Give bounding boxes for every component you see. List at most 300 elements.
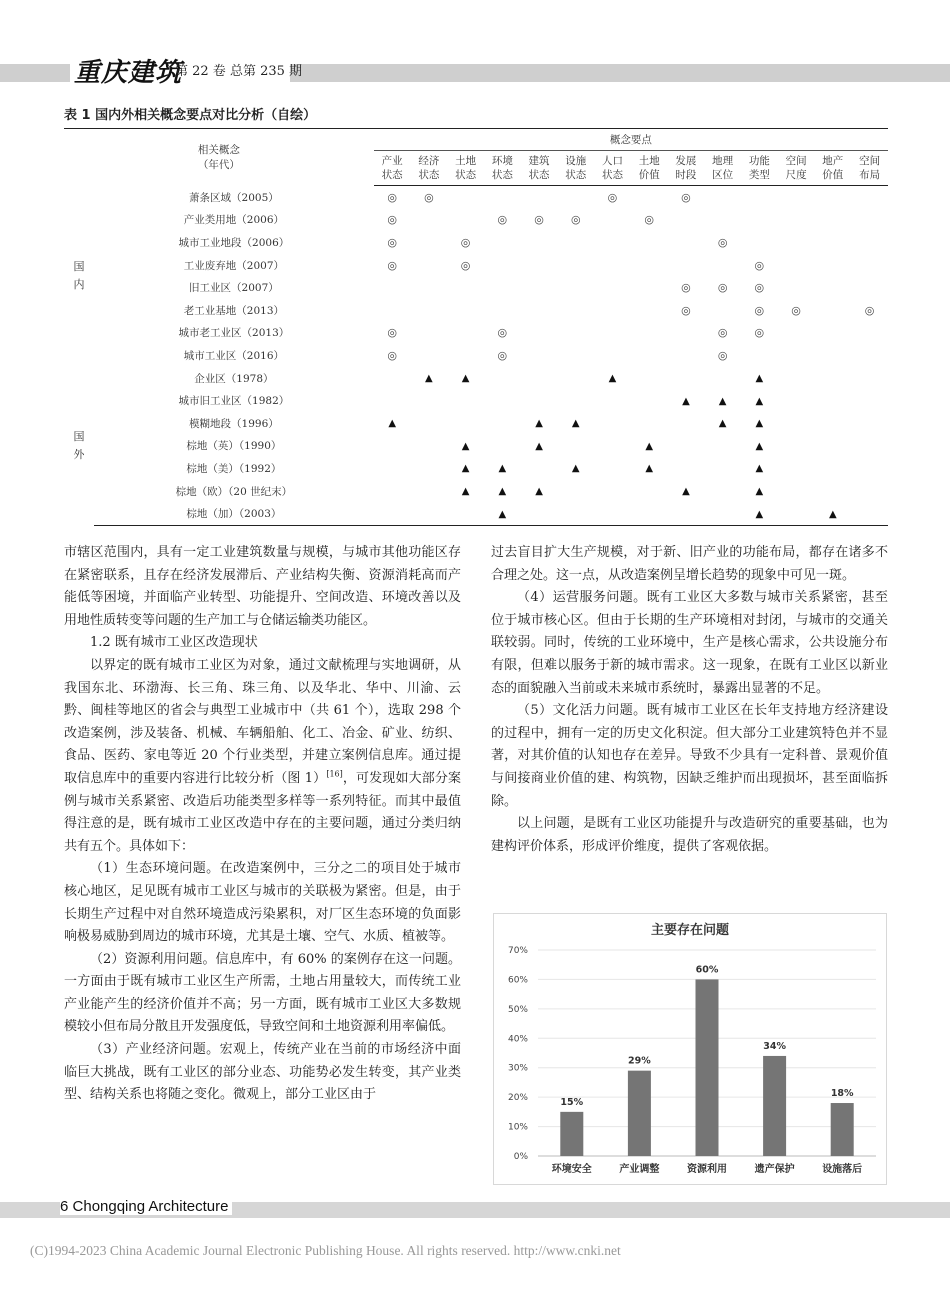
column-header-line1: 建筑 bbox=[528, 155, 550, 167]
circle-marker: ◎ bbox=[791, 303, 801, 317]
y-tick-label: 30% bbox=[507, 1063, 528, 1074]
column-header bbox=[704, 151, 741, 186]
data-label: 34% bbox=[763, 1040, 786, 1052]
column-header-line2: 区位 bbox=[712, 169, 734, 181]
mark-cell bbox=[778, 412, 815, 435]
y-tick-label: 40% bbox=[507, 1034, 528, 1045]
mark-cell bbox=[484, 186, 521, 209]
paragraph-text: （3）产业经济问题。宏观上，传统产业在当前的市场经济中面临巨大挑战，既有工业区的部分业态、功能势必发生转变，其产业类型、结构关系也将随之变化。微观上，部分工业区由于 bbox=[64, 1042, 461, 1103]
mark-cell bbox=[741, 209, 778, 232]
mark-cell bbox=[851, 389, 888, 412]
mark-cell bbox=[447, 480, 484, 503]
mark-cell bbox=[741, 344, 778, 367]
concept-name: 棕地（欧）（20 世纪末） bbox=[175, 485, 293, 498]
mark-cell bbox=[374, 254, 411, 277]
data-label: 15% bbox=[560, 1096, 584, 1108]
mark-cell bbox=[521, 502, 558, 525]
circle-marker: ◎ bbox=[681, 281, 691, 295]
paragraph-text: 市辖区范围内，具有一定工业建筑数量与规模，与城市其他功能区存在紧密联系，且存在经济发展滞后、产业结构失衡、资源消耗高而产能低等困境，并面临产业转型、功能提升、空间改造、环境改善以及用地性质转变等问题的生产加工与仓储运输类功能区。 bbox=[64, 545, 461, 628]
triangle-marker: ▲ bbox=[461, 463, 470, 475]
paragraph bbox=[491, 813, 888, 858]
mark-cell bbox=[704, 435, 741, 458]
triangle-marker: ▲ bbox=[608, 373, 617, 385]
triangle-marker: ▲ bbox=[718, 418, 727, 430]
chart-title: 主要存在问题 bbox=[650, 923, 730, 938]
mark-cell bbox=[447, 231, 484, 254]
table-title: 表 1 国内外相关概念要点对比分析（自绘） bbox=[64, 108, 317, 123]
bar bbox=[560, 1112, 583, 1156]
mark-cell bbox=[594, 186, 631, 209]
mark-cell bbox=[778, 231, 815, 254]
mark-cell bbox=[594, 209, 631, 232]
circle-marker: ◎ bbox=[387, 348, 397, 362]
mark-cell bbox=[594, 322, 631, 345]
circle-marker: ◎ bbox=[387, 190, 397, 204]
paragraph-text: 以界定的既有城市工业区为对象，通过文献梳理与实地调研，从我国东北、环渤海、长三角、珠三角、以及华北、华中、川渝、云黔、闽桂等地区的省会与典型工业城市中（共 61 个），选取 298 个改造案例，涉及装备、机械、车辆船舶、化工、冶金、矿业、纺织、食品、医药、家电等近 20 个行业类型，并建立案例信息库。通过提取信息库中的重要内容进行比较分析（图 1） bbox=[64, 657, 461, 786]
mark-cell bbox=[411, 457, 448, 480]
bar bbox=[831, 1103, 854, 1156]
triangle-marker: ▲ bbox=[682, 486, 690, 498]
triangle-marker: ▲ bbox=[755, 486, 764, 498]
column-header-line1: 地理 bbox=[712, 155, 734, 167]
column-header-line1: 空间 bbox=[785, 155, 807, 167]
circle-marker: ◎ bbox=[681, 303, 691, 317]
mark-cell bbox=[778, 254, 815, 277]
mark-cell bbox=[374, 344, 411, 367]
mark-cell bbox=[668, 367, 705, 390]
mark-cell bbox=[374, 209, 411, 232]
mark-cell bbox=[374, 276, 411, 299]
mark-cell bbox=[594, 344, 631, 367]
triangle-marker: ▲ bbox=[755, 395, 764, 407]
triangle-marker: ▲ bbox=[535, 440, 543, 452]
column-header-line2: 状态 bbox=[381, 169, 403, 181]
mark-cell bbox=[668, 457, 705, 480]
y-tick-label: 10% bbox=[507, 1122, 528, 1133]
mark-cell bbox=[668, 276, 705, 299]
mark-cell bbox=[814, 209, 851, 232]
mark-cell bbox=[521, 367, 558, 390]
circle-marker: ◎ bbox=[754, 326, 765, 340]
mark-cell bbox=[411, 209, 448, 232]
circle-marker: ◎ bbox=[607, 190, 618, 204]
mark-cell bbox=[594, 480, 631, 503]
triangle-marker: ▲ bbox=[755, 463, 764, 475]
paragraph bbox=[491, 587, 888, 700]
triangle-marker: ▲ bbox=[498, 508, 507, 520]
table-row bbox=[64, 457, 888, 480]
mark-cell bbox=[814, 299, 851, 322]
mark-cell bbox=[704, 254, 741, 277]
region-char: 内 bbox=[73, 278, 85, 292]
mark-cell bbox=[631, 457, 668, 480]
mark-cell bbox=[851, 231, 888, 254]
mark-cell bbox=[814, 276, 851, 299]
region-char: 国 bbox=[73, 430, 85, 444]
mark-cell bbox=[374, 502, 411, 525]
mark-cell bbox=[668, 412, 705, 435]
mark-cell bbox=[851, 209, 888, 232]
circle-marker: ◎ bbox=[717, 348, 728, 362]
column-header bbox=[557, 151, 594, 186]
mark-cell bbox=[704, 389, 741, 412]
mark-cell bbox=[557, 457, 594, 480]
mark-cell bbox=[557, 186, 594, 209]
data-label: 60% bbox=[695, 964, 719, 976]
column-header-line2: 状态 bbox=[455, 169, 477, 181]
mark-cell bbox=[778, 367, 815, 390]
region-cell bbox=[64, 186, 94, 367]
column-header-line2: 状态 bbox=[491, 169, 513, 181]
column-header-line1: 功能 bbox=[748, 155, 770, 167]
mark-cell bbox=[814, 344, 851, 367]
mark-cell bbox=[411, 322, 448, 345]
mark-cell bbox=[484, 322, 521, 345]
data-label: 18% bbox=[830, 1088, 854, 1100]
mark-cell bbox=[484, 457, 521, 480]
mark-cell bbox=[484, 412, 521, 435]
paragraph-text: 过去盲目扩大生产规模，对于新、旧产业的功能布局，都存在诸多不合理之处。这一点，从改造案例呈增长趋势的现象中可见一斑。 bbox=[491, 545, 888, 583]
mark-cell bbox=[521, 435, 558, 458]
triangle-marker: ▲ bbox=[645, 463, 654, 475]
column-header bbox=[668, 151, 705, 186]
mark-cell bbox=[374, 186, 411, 209]
paragraph bbox=[64, 949, 461, 1039]
paragraph bbox=[64, 858, 461, 948]
mark-cell bbox=[668, 231, 705, 254]
circle-marker: ◎ bbox=[681, 190, 691, 204]
triangle-marker: ▲ bbox=[461, 440, 470, 452]
mark-cell bbox=[741, 231, 778, 254]
mark-cell bbox=[778, 389, 815, 412]
mark-cell bbox=[374, 412, 411, 435]
column-header-line2: 布局 bbox=[859, 169, 881, 181]
mark-cell bbox=[814, 480, 851, 503]
triangle-marker: ▲ bbox=[645, 440, 654, 452]
mark-cell bbox=[668, 480, 705, 503]
circle-marker: ◎ bbox=[497, 348, 508, 362]
mark-cell bbox=[741, 480, 778, 503]
concept-header-line1: 相关概念 bbox=[197, 144, 240, 157]
column-header-line2: 价值 bbox=[822, 169, 844, 181]
concept-header bbox=[64, 129, 374, 186]
citation-ref: [16] bbox=[326, 769, 343, 779]
mark-cell bbox=[851, 322, 888, 345]
right-text-column bbox=[491, 542, 888, 858]
triangle-marker: ▲ bbox=[498, 486, 507, 498]
column-header bbox=[594, 151, 631, 186]
mark-cell bbox=[447, 276, 484, 299]
mark-cell bbox=[741, 367, 778, 390]
mark-cell bbox=[668, 322, 705, 345]
mark-cell bbox=[631, 299, 668, 322]
bar bbox=[628, 1071, 651, 1156]
points-header: 概念要点 bbox=[374, 129, 888, 151]
header-band-left bbox=[0, 64, 70, 82]
mark-cell bbox=[704, 276, 741, 299]
column-header-line1: 土地 bbox=[638, 155, 660, 167]
mark-cell bbox=[447, 186, 484, 209]
table-row bbox=[64, 186, 888, 209]
mark-cell bbox=[778, 435, 815, 458]
column-header bbox=[778, 151, 815, 186]
column-header-line1: 产业 bbox=[381, 155, 403, 167]
mark-cell bbox=[484, 276, 521, 299]
mark-cell bbox=[778, 322, 815, 345]
mark-cell bbox=[704, 457, 741, 480]
mark-cell bbox=[411, 254, 448, 277]
paragraph-text: （1）生态环境问题。在改造案例中，三分之二的项目处于城市核心地区，足见既有城市工业区与城市的关联极为紧密。但是，由于长期生产过程中对自然环境造成污染累积，对厂区生态环境的负面影响极易威胁到周边的城市环境，尤其是土壤、空气、水质、植被等。 bbox=[64, 861, 461, 945]
mark-cell bbox=[631, 435, 668, 458]
mark-cell bbox=[557, 412, 594, 435]
table-row bbox=[64, 254, 888, 277]
circle-marker: ◎ bbox=[864, 303, 875, 317]
column-header bbox=[851, 151, 888, 186]
mark-cell bbox=[594, 367, 631, 390]
column-header-line1: 空间 bbox=[859, 155, 881, 167]
mark-cell bbox=[594, 412, 631, 435]
paragraph bbox=[64, 655, 461, 858]
x-tick-label: 资源利用 bbox=[687, 1164, 727, 1175]
mark-cell bbox=[557, 502, 594, 525]
mark-cell bbox=[447, 412, 484, 435]
triangle-marker: ▲ bbox=[461, 486, 470, 498]
mark-cell bbox=[704, 367, 741, 390]
mark-cell bbox=[594, 276, 631, 299]
mark-cell bbox=[411, 186, 448, 209]
column-header-line2: 类型 bbox=[748, 169, 770, 181]
concept-name: 棕地（英）（1990） bbox=[186, 440, 282, 453]
column-header-line1: 设施 bbox=[565, 155, 587, 167]
table-row bbox=[64, 299, 888, 322]
paragraph bbox=[491, 700, 888, 813]
triangle-marker: ▲ bbox=[755, 418, 764, 430]
mark-cell bbox=[851, 457, 888, 480]
mark-cell bbox=[631, 480, 668, 503]
mark-cell bbox=[447, 254, 484, 277]
circle-marker: ◎ bbox=[460, 258, 471, 272]
mark-cell bbox=[778, 457, 815, 480]
table-row bbox=[64, 502, 888, 525]
mark-cell bbox=[374, 367, 411, 390]
mark-cell bbox=[741, 502, 778, 525]
mark-cell bbox=[851, 367, 888, 390]
concept-header-line2: （年代） bbox=[197, 159, 240, 172]
triangle-marker: ▲ bbox=[755, 508, 764, 520]
mark-cell bbox=[668, 209, 705, 232]
column-header-line1: 发展 bbox=[675, 155, 697, 167]
mark-cell bbox=[374, 231, 411, 254]
circle-marker: ◎ bbox=[497, 213, 508, 227]
mark-cell bbox=[668, 389, 705, 412]
mark-cell bbox=[557, 254, 594, 277]
circle-marker: ◎ bbox=[534, 213, 544, 227]
paragraph bbox=[64, 542, 461, 632]
mark-cell bbox=[594, 254, 631, 277]
triangle-marker: ▲ bbox=[571, 418, 580, 430]
triangle-marker: ▲ bbox=[718, 395, 727, 407]
concept-name: 企业区（1978） bbox=[194, 372, 274, 385]
concept-name: 城市老工业区（2013） bbox=[178, 327, 290, 340]
issue-info: 第 22 卷 总第 235 期 bbox=[175, 64, 303, 79]
mark-cell bbox=[778, 209, 815, 232]
circle-marker: ◎ bbox=[754, 258, 765, 272]
circle-marker: ◎ bbox=[387, 213, 397, 227]
table-row bbox=[64, 435, 888, 458]
mark-cell bbox=[704, 412, 741, 435]
circle-marker: ◎ bbox=[717, 281, 728, 295]
mark-cell bbox=[631, 412, 668, 435]
mark-cell bbox=[411, 231, 448, 254]
paragraph-text: （2）资源利用问题。信息库中，有 60% 的案例存在这一问题。一方面由于既有城市工业区生产所需，土地占用量较大，而传统工业产业能产生的经济价值并不高；另一方面，既有城市工业区大多数规模较小但布局分散且开发强度低，导致空间和土地资源利用率偏低。 bbox=[64, 951, 461, 1035]
mark-cell bbox=[557, 367, 594, 390]
journal-name: Chongqing Architecture bbox=[72, 1198, 229, 1215]
region-cell bbox=[64, 367, 94, 526]
triangle-marker: ▲ bbox=[535, 418, 543, 430]
x-tick-label: 设施落后 bbox=[822, 1164, 863, 1175]
circle-marker: ◎ bbox=[387, 258, 397, 272]
triangle-marker: ▲ bbox=[535, 486, 543, 498]
concept-name: 工业废弃地（2007） bbox=[183, 259, 285, 272]
mark-cell bbox=[668, 435, 705, 458]
mark-cell bbox=[557, 435, 594, 458]
mark-cell bbox=[411, 276, 448, 299]
circle-marker: ◎ bbox=[717, 235, 728, 249]
mark-cell bbox=[814, 322, 851, 345]
mark-cell bbox=[741, 389, 778, 412]
mark-cell bbox=[447, 502, 484, 525]
mark-cell bbox=[851, 276, 888, 299]
column-header-line1: 地产 bbox=[822, 155, 844, 167]
paragraph-text: （4）运营服务问题。既有工业区大多数与城市关系紧密，甚至位于城市核心区。但由于长期的生产环境相对封闭，与城市的交通关联较弱。同时，传统的工业环境中，生产是核心需求，公共设施分布有限，但难以服务于新的城市需求。这一现象，在既有工业区以新业态的面貌融入当前或未来城市系统时，暴露出显著的不足。 bbox=[491, 590, 888, 696]
mark-cell bbox=[741, 254, 778, 277]
table-row bbox=[64, 389, 888, 412]
circle-marker: ◎ bbox=[570, 213, 581, 227]
paragraph-text: 以上问题，是既有工业区功能提升与改造研究的重要基础，也为建构评价体系，形成评价维度，提供了客观依据。 bbox=[491, 816, 888, 854]
mark-cell bbox=[668, 344, 705, 367]
mark-cell bbox=[374, 389, 411, 412]
column-header-line2: 尺度 bbox=[785, 169, 807, 181]
table-row bbox=[64, 480, 888, 503]
mark-cell bbox=[521, 209, 558, 232]
mark-cell bbox=[521, 344, 558, 367]
mark-cell bbox=[557, 480, 594, 503]
header-band-right bbox=[290, 64, 950, 82]
mark-cell bbox=[484, 367, 521, 390]
mark-cell bbox=[741, 457, 778, 480]
concept-name: 棕地（加）（2003） bbox=[94, 502, 374, 525]
concept-name: 城市工业区（2016） bbox=[183, 349, 285, 362]
column-header-line2: 状态 bbox=[601, 169, 623, 181]
mark-cell bbox=[594, 299, 631, 322]
triangle-marker: ▲ bbox=[425, 373, 433, 385]
mark-cell bbox=[814, 435, 851, 458]
mark-cell bbox=[668, 299, 705, 322]
mark-cell bbox=[704, 502, 741, 525]
column-header bbox=[447, 151, 484, 186]
column-header bbox=[631, 151, 668, 186]
table-row bbox=[64, 209, 888, 232]
mark-cell bbox=[778, 186, 815, 209]
triangle-marker: ▲ bbox=[571, 463, 580, 475]
mark-cell bbox=[704, 231, 741, 254]
mark-cell bbox=[557, 389, 594, 412]
mark-cell bbox=[631, 389, 668, 412]
mark-cell bbox=[851, 254, 888, 277]
mark-cell bbox=[668, 186, 705, 209]
mark-cell bbox=[814, 367, 851, 390]
paragraph-text: 1.2 既有城市工业区改造现状 bbox=[90, 635, 258, 651]
mark-cell bbox=[741, 322, 778, 345]
mark-cell bbox=[447, 344, 484, 367]
mark-cell bbox=[814, 412, 851, 435]
mark-cell bbox=[851, 412, 888, 435]
mark-cell bbox=[484, 502, 521, 525]
triangle-marker: ▲ bbox=[755, 440, 764, 452]
page-number: 6 bbox=[60, 1198, 69, 1215]
concept-name: 老工业基地（2013） bbox=[183, 304, 285, 317]
triangle-marker: ▲ bbox=[828, 508, 837, 520]
y-tick-label: 20% bbox=[507, 1093, 528, 1104]
table-row bbox=[64, 344, 888, 367]
mark-cell bbox=[704, 480, 741, 503]
mark-cell bbox=[521, 322, 558, 345]
left-text-column bbox=[64, 542, 461, 1107]
mark-cell bbox=[484, 231, 521, 254]
concept-name: 棕地（美）（1992） bbox=[186, 462, 282, 475]
mark-cell bbox=[704, 299, 741, 322]
mark-cell bbox=[447, 457, 484, 480]
mark-cell bbox=[851, 299, 888, 322]
mark-cell bbox=[447, 435, 484, 458]
triangle-marker: ▲ bbox=[498, 463, 507, 475]
mark-cell bbox=[411, 299, 448, 322]
mark-cell bbox=[447, 322, 484, 345]
mark-cell bbox=[521, 389, 558, 412]
mark-cell bbox=[778, 344, 815, 367]
mark-cell bbox=[521, 299, 558, 322]
concept-name: 模糊地段（1996） bbox=[189, 417, 279, 430]
paragraph bbox=[64, 1039, 461, 1107]
mark-cell bbox=[741, 186, 778, 209]
mark-cell bbox=[521, 231, 558, 254]
x-tick-label: 遗产保护 bbox=[754, 1164, 795, 1175]
mark-cell bbox=[374, 457, 411, 480]
column-header-line1: 环境 bbox=[491, 155, 513, 167]
mark-cell bbox=[447, 389, 484, 412]
column-header-line1: 土地 bbox=[455, 155, 477, 167]
mark-cell bbox=[631, 322, 668, 345]
mark-cell bbox=[447, 367, 484, 390]
concept-name: 旧工业区（2007） bbox=[189, 282, 279, 295]
mark-cell bbox=[814, 389, 851, 412]
mark-cell bbox=[851, 344, 888, 367]
column-header-line1: 人口 bbox=[601, 155, 623, 167]
paragraph-text: （5）文化活力问题。既有城市工业区在长年支持地方经济建设的过程中，拥有一定的历史文化积淀。但大部分工业建筑特色并不显著，对其价值的认知也存在差异。导致不少具有一定科普、景观价值与间接商业价值的建、构筑物，因缺乏维护而出现损坏，甚至面临拆除。 bbox=[491, 703, 888, 809]
table-row bbox=[64, 367, 888, 390]
mark-cell bbox=[484, 435, 521, 458]
circle-marker: ◎ bbox=[644, 213, 654, 227]
column-header bbox=[521, 151, 558, 186]
table-row bbox=[64, 276, 888, 299]
circle-marker: ◎ bbox=[497, 326, 508, 340]
page-header bbox=[0, 50, 950, 88]
circle-marker: ◎ bbox=[717, 326, 728, 340]
mark-cell bbox=[374, 299, 411, 322]
mark-cell bbox=[814, 502, 851, 525]
mark-cell bbox=[594, 231, 631, 254]
mark-cell bbox=[814, 231, 851, 254]
